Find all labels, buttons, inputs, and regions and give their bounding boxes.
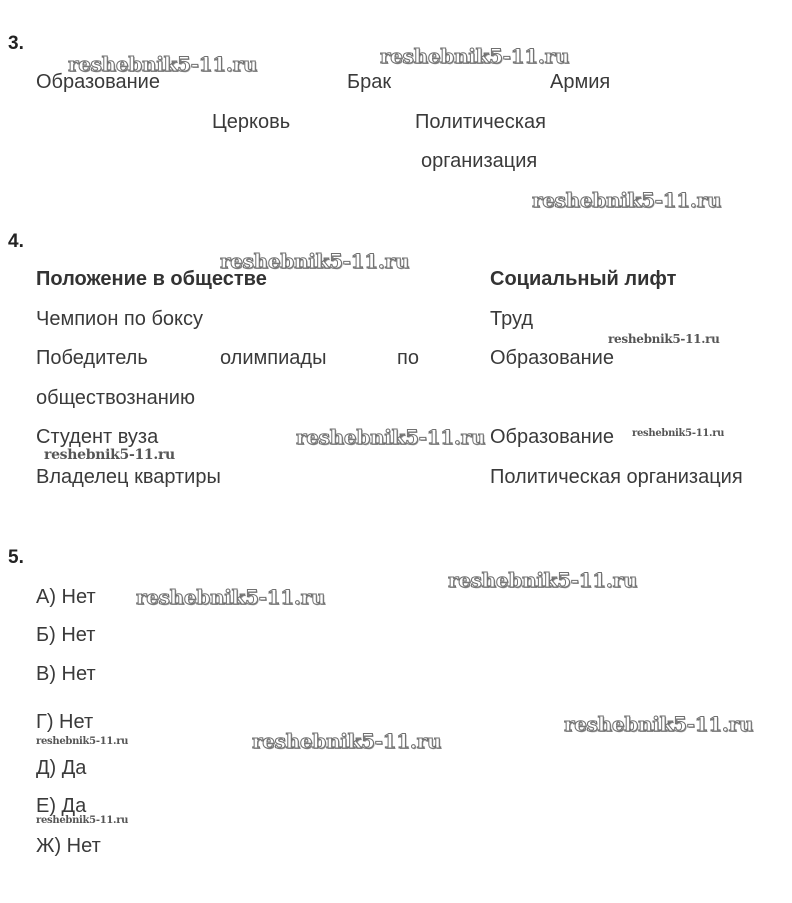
watermark: reshebnik5-11.ru <box>36 815 129 826</box>
watermark: reshebnik5-11.ru <box>68 52 258 76</box>
q5-answer-e: Е) Да <box>36 795 87 817</box>
watermark: reshebnik5-11.ru <box>252 729 442 753</box>
q4-row2-position-word2: олимпиады <box>220 347 327 369</box>
q4-row4-lift: Политическая организация <box>490 466 743 488</box>
q4-header-lift: Социальный лифт <box>490 268 677 290</box>
watermark: reshebnik5-11.ru <box>44 447 175 463</box>
q4-row2-position-word3: по <box>397 347 419 369</box>
question-3-number: 3. <box>8 33 24 54</box>
watermark: reshebnik5-11.ru <box>564 712 754 736</box>
q4-row3-position: Студент вуза <box>36 426 159 448</box>
q3-political-line2: организация <box>421 150 538 172</box>
q4-row4-position: Владелец квартиры <box>36 466 221 488</box>
q4-header-position: Положение в обществе <box>36 268 267 290</box>
watermark: reshebnik5-11.ru <box>632 428 725 439</box>
q4-row2-position-cont: обществознанию <box>36 387 195 409</box>
q4-row3-lift: Образование <box>490 426 614 448</box>
q4-row2-lift: Образование <box>490 347 614 369</box>
q3-marriage: Брак <box>347 71 392 93</box>
q5-answer-a: А) Нет <box>36 586 96 608</box>
watermark: reshebnik5-11.ru <box>532 188 722 212</box>
watermark: reshebnik5-11.ru <box>136 585 326 609</box>
q3-education: Образование <box>36 71 160 93</box>
q4-row2-position-word1: Победитель <box>36 347 148 369</box>
q5-answer-b: Б) Нет <box>36 624 96 646</box>
q4-row1-position: Чемпион по боксу <box>36 308 203 330</box>
watermark: reshebnik5-11.ru <box>608 332 720 346</box>
q3-political-line1: Политическая <box>415 111 546 133</box>
question-4-number: 4. <box>8 231 24 252</box>
q5-answer-v: В) Нет <box>36 663 96 685</box>
watermark: reshebnik5-11.ru <box>448 568 638 592</box>
q5-answer-g: Г) Нет <box>36 711 94 733</box>
q3-army: Армия <box>550 71 611 93</box>
q5-answer-zh: Ж) Нет <box>36 835 101 857</box>
q5-answer-d: Д) Да <box>36 757 87 779</box>
watermark: reshebnik5-11.ru <box>296 425 486 449</box>
watermark: reshebnik5-11.ru <box>220 249 410 273</box>
watermark: reshebnik5-11.ru <box>36 736 129 747</box>
watermark: reshebnik5-11.ru <box>380 44 570 68</box>
question-5-number: 5. <box>8 547 24 568</box>
q3-church: Церковь <box>212 111 291 133</box>
q4-row1-lift: Труд <box>490 308 533 330</box>
